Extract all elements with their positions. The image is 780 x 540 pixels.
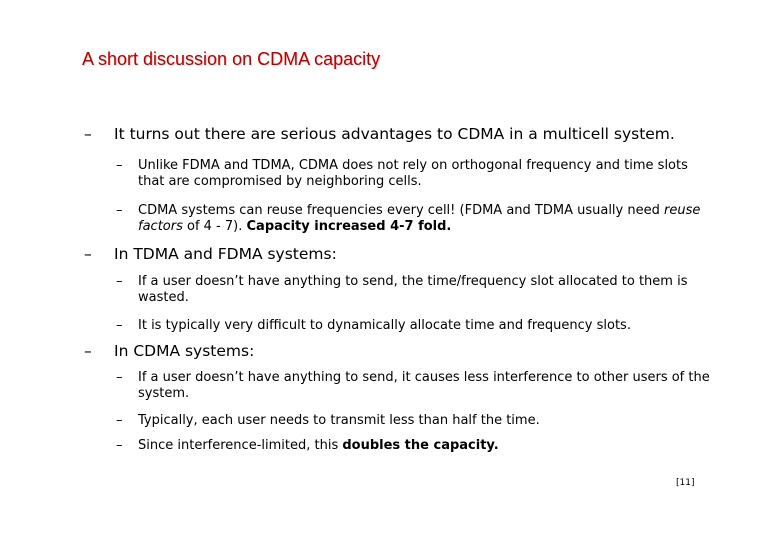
bullet-text: In CDMA systems: xyxy=(114,342,255,360)
bullet-dash: – xyxy=(116,438,123,453)
text-run-bold: Capacity increased 4-7 fold. xyxy=(246,219,452,234)
text-run-bold: doubles the capacity. xyxy=(342,438,499,453)
sub-bullet-text: If a user doesn’t have anything to send, it causes less interference to other users of the system. xyxy=(138,370,710,401)
bullet-dash: – xyxy=(116,203,123,218)
sub-bullet-item xyxy=(116,158,716,190)
bullet-dash: – xyxy=(116,318,123,333)
bullet-dash: – xyxy=(116,413,123,428)
bullet-text: It turns out there are serious advantages to CDMA in a multicell system. xyxy=(114,125,675,143)
sub-bullet-text xyxy=(138,438,499,454)
text-run: CDMA systems can reuse frequencies every cell! (FDMA and TDMA usually need xyxy=(138,203,660,218)
bullet-dash: – xyxy=(84,125,92,143)
slide-number: [11] xyxy=(676,478,695,488)
sub-bullet-item xyxy=(116,370,721,402)
sub-bullet-item xyxy=(116,274,721,306)
bullet-dash: – xyxy=(116,274,123,289)
bullet-dash: – xyxy=(84,342,92,360)
sub-bullet-text: Typically, each user needs to transmit less than half the time. xyxy=(138,413,540,428)
sub-bullet-text xyxy=(138,203,716,235)
text-run: Since interference-limited, this xyxy=(138,438,343,453)
sub-bullet-item xyxy=(116,438,716,454)
bullet-item xyxy=(84,342,724,361)
text-run: of 4 - 7). xyxy=(182,219,247,234)
bullet-item xyxy=(84,125,724,144)
sub-bullet-item xyxy=(116,318,716,334)
sub-bullet-text: It is typically very difficult to dynamically allocate time and frequency slots. xyxy=(138,318,631,333)
bullet-dash: – xyxy=(116,370,123,385)
bullet-item xyxy=(84,245,724,264)
bullet-dash: – xyxy=(84,245,92,263)
bullet-text: In TDMA and FDMA systems: xyxy=(114,245,337,263)
text-run-italic: reuse factors xyxy=(138,203,701,234)
sub-bullet-text: Unlike FDMA and TDMA, CDMA does not rely on orthogonal frequency and time slots that are compromised by neighboring cells. xyxy=(138,158,688,189)
bullet-dash: – xyxy=(116,158,123,173)
sub-bullet-text: If a user doesn’t have anything to send, the time/frequency slot allocated to them is wasted. xyxy=(138,274,688,305)
slide-title: A short discussion on CDMA capacity xyxy=(82,49,381,69)
sub-bullet-item xyxy=(116,203,716,235)
sub-bullet-item xyxy=(116,413,716,429)
